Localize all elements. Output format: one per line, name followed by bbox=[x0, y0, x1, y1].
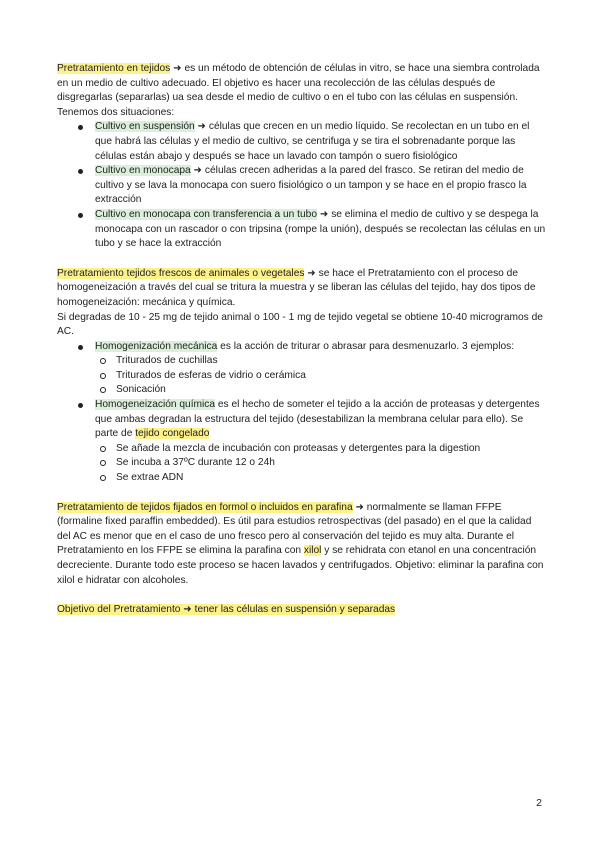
term-cultivo-suspension: Cultivo en suspensión bbox=[95, 121, 195, 133]
list-item-text: es la acción de triturar o abrasar para desmenuzarlo. 3 ejemplos: bbox=[217, 340, 515, 352]
list-item-transferencia bbox=[57, 208, 547, 252]
cultivo-list bbox=[57, 120, 547, 251]
list-item-monocapa bbox=[57, 164, 547, 208]
section-body-frescos: ➜ se hace el Pretratamiento con el proceso de homogeneización a través del cual se tritura la muestra y se liberan las células del tejido, hay dos tipos de homogeneización: mecánica y química. bbox=[57, 267, 536, 308]
sublist-item: Triturados de cuchillas bbox=[57, 354, 547, 369]
section-ffpe bbox=[57, 501, 547, 589]
objetivo-highlight: Objetivo del Pretratamiento ➜ tener las células en suspensión y separadas bbox=[57, 604, 396, 616]
sublist-item: Se incuba a 37ºC durante 12 o 24h bbox=[57, 456, 547, 471]
sublist-item: Se extrae ADN bbox=[57, 471, 547, 486]
section-title-frescos: Pretratamiento tejidos frescos de animales o vegetales bbox=[57, 267, 305, 279]
term-xilol: xilol bbox=[303, 545, 322, 557]
document-content bbox=[57, 62, 547, 618]
list-item-suspension bbox=[57, 120, 547, 164]
sublist-item: Triturados de esferas de vidrio o cerámica bbox=[57, 369, 547, 384]
section-frescos-intro bbox=[57, 267, 547, 311]
term-cultivo-monocapa: Cultivo en monocapa bbox=[95, 165, 191, 177]
section-body-ffpe-cont: y se rehidrata con etanol en una concentración decreciente. Durante todo este proceso se hacen lavados y centrifugados. Objetivo: eliminar la parafina con xilol e hidratar con alcoholes. bbox=[57, 545, 544, 586]
list-item-mecanica bbox=[57, 340, 547, 355]
section-spacer bbox=[57, 588, 547, 603]
section-objetivo bbox=[57, 603, 547, 618]
section-body-ffpe: ➜ normalmente se llaman FFPE (formaline fixed paraffin embedded). Es útil para estudios retrospectivas (del pasado) en el que la calidad del AC es menor que en el caso de uno fresco pero al conservación del tejido es muy alta. Durante el Pretratamiento en los FFPE se elimina la parafina con bbox=[57, 501, 532, 557]
list-item-text: ➜ células que crecen en un medio líquido. Se recolectan en un tubo en el que habrá las células y el medio de cultivo, se centrifuga y se tira el sobrenadante porque las células están abajo y después se hace un lavado con tampón o suero fisiológico bbox=[95, 121, 530, 162]
page-number: 2 bbox=[536, 797, 542, 809]
term-tejido-congelado: tejido congelado bbox=[135, 428, 210, 440]
sublist-item: Sonicación bbox=[57, 383, 547, 398]
term-homogeneizacion-quimica: Homogeneización química bbox=[95, 399, 216, 411]
section-spacer bbox=[57, 486, 547, 501]
section-body-tejidos: ➜ es un método de obtención de células in vitro, se hace una siembra controlada en un medio de cultivo adecuado. El objetivo es hacer una recolección de las células después de disgregarlas (separarlas) ua sea desde el medio de cultivo o en el tubo con las células en suspensión. Tenemos dos situaciones: bbox=[57, 63, 540, 118]
sublist-item: Se añade la mezcla de incubación con proteasas y detergentes para la digestion bbox=[57, 442, 547, 457]
section-cultivos-intro bbox=[57, 62, 547, 120]
list-item-text: ➜ se elimina el medio de cultivo y se despega la monocapa con un rascador o con tripsina (rompe la unión), después se recolectan las células en un tubo y se hace la extracción bbox=[95, 208, 546, 250]
section-title-ffpe: Pretratamiento de tejidos fijados en formol o incluidos en parafina bbox=[57, 501, 353, 513]
list-item-quimica bbox=[57, 398, 547, 442]
term-cultivo-transferencia: Cultivo en monocapa con transferencia a un tubo bbox=[95, 208, 318, 220]
list-item-text: ➜ células crecen adheridas a la pared del frasco. Se retiran del medio de cultivo y se lava la monocapa con suero fisiológico o un tampon y se hace en el propio frasco la extracción bbox=[95, 165, 527, 206]
homogeneizacion-list bbox=[57, 340, 547, 486]
section-frescos-cantidad: Si degradas de 10 - 25 mg de tejido animal o 100 - 1 mg de tejido vegetal se obtiene 10-40 microgramos de AC. bbox=[57, 311, 543, 338]
section-title-tejidos: Pretratamiento en tejidos bbox=[57, 63, 171, 74]
section-spacer bbox=[57, 252, 547, 267]
list-item-text: es el hecho de someter el tejido a la acción de proteasas y detergentes que ambas degradan la estructura del tejido (desestabilizan la membrana celular para ello). Se parte de bbox=[95, 399, 540, 440]
term-homogenizacion-mecanica: Homogenización mecánica bbox=[95, 340, 218, 352]
